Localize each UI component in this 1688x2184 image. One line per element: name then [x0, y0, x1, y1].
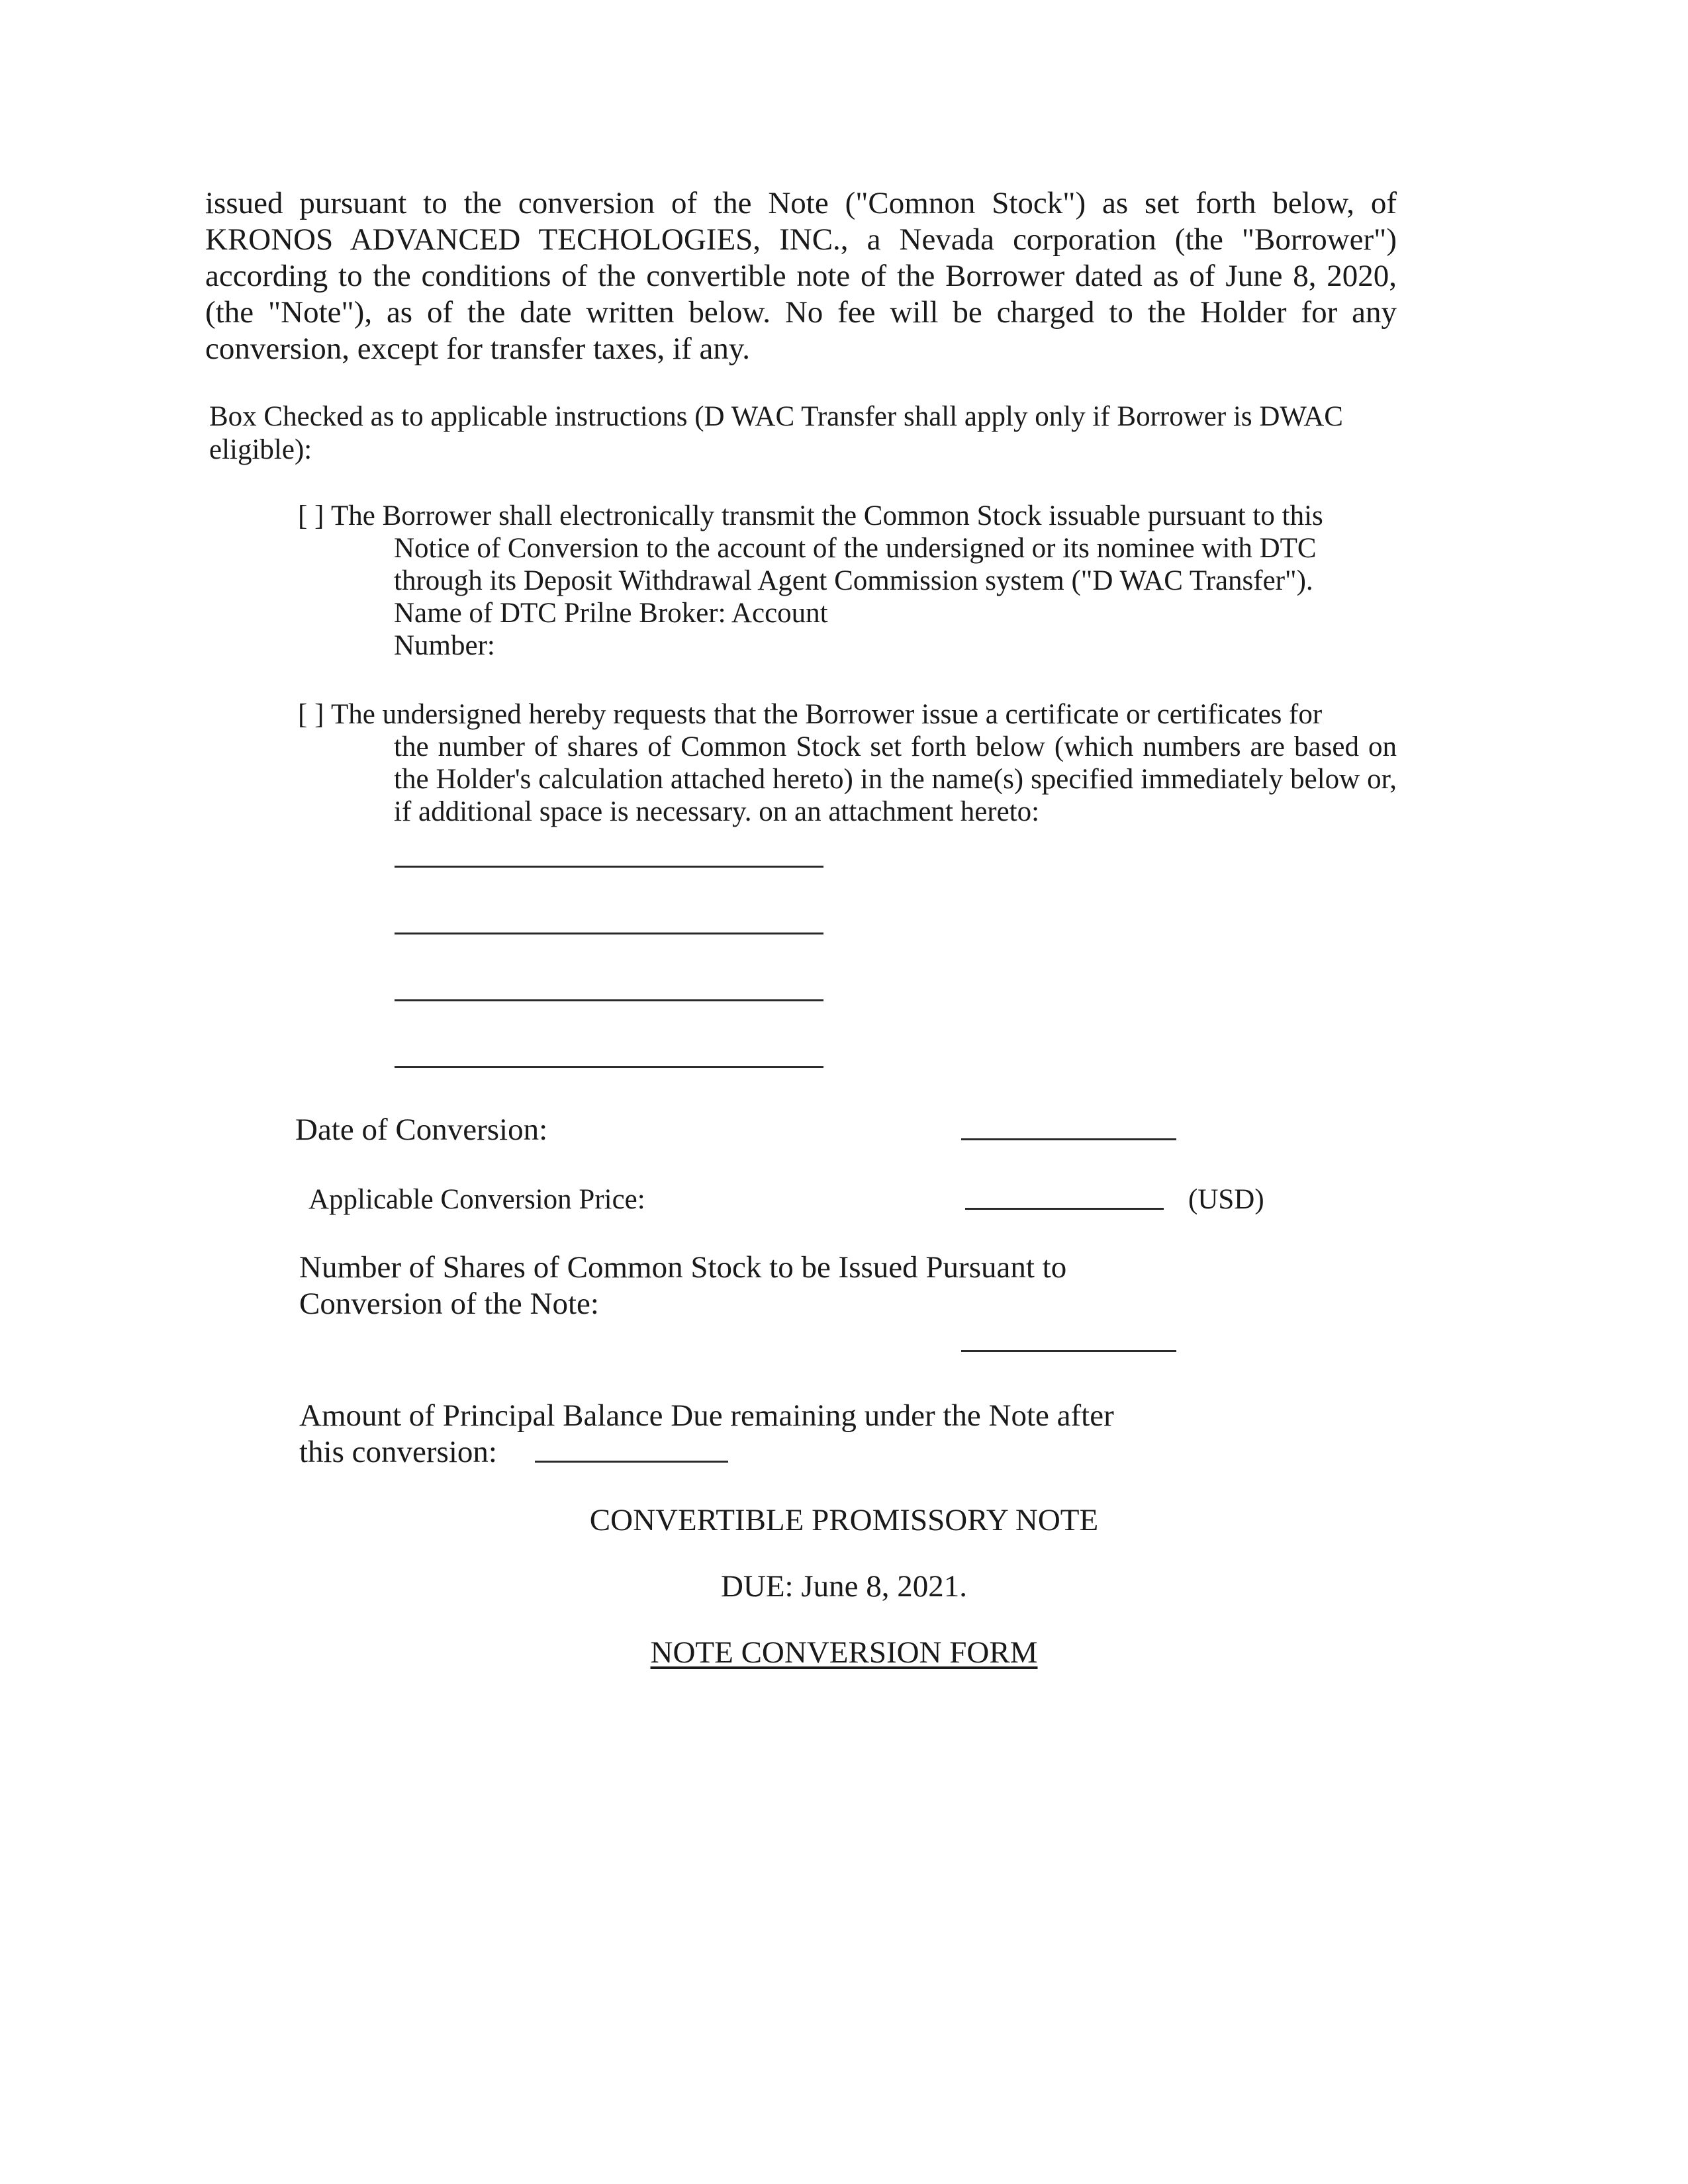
dtc-broker-label: Name of DTC Prilne Broker: Account	[394, 598, 828, 629]
currency-label: (USD)	[1188, 1184, 1264, 1215]
shares-line[interactable]	[961, 1350, 1176, 1352]
conversion-price-label: Applicable Conversion Price:	[308, 1184, 645, 1215]
date-of-conversion-label: Date of Conversion:	[295, 1113, 548, 1147]
box-instruction: Box Checked as to applicable instructions (D WAC Transfer shall apply only if Borrower is DWAC eligible):	[209, 401, 1343, 465]
account-number-label: Number:	[394, 630, 495, 661]
form-name-wrapper	[0, 1635, 1688, 1671]
shares-label-line-1: Number of Shares of Common Stock to be Issued Pursuant to	[299, 1250, 1067, 1285]
principal-balance-line[interactable]	[535, 1461, 728, 1463]
certificate-checkbox[interactable]: [ ]	[298, 699, 324, 730]
option-dwac-transfer	[298, 500, 1397, 662]
option-certificate	[298, 698, 1397, 828]
certificate-option-text: the number of shares of Common Stock set forth below (which numbers are based on the Holder's calculation attached hereto) in the name(s) specified immediately below or, if additional space is necessary. on an attachment hereto:	[394, 731, 1397, 827]
name-blank-line-3[interactable]	[395, 999, 823, 1001]
name-blank-line-4[interactable]	[395, 1066, 823, 1068]
dwac-checkbox[interactable]: [ ]	[298, 500, 324, 531]
intro-paragraph: issued pursuant to the conversion of the Note ("Comnon Stock") as set forth below, of KRONOS ADVANCED TECHOLOGIES, INC., a Nevada corporation (the "Borrower") according to the conditions of the convertible note of the Borrower dated as of June 8, 2020, (the "Note"), as of the date written below. No fee will be charged to the Holder for any conversion, except for transfer taxes, if any.	[205, 186, 1397, 366]
due-date: DUE: June 8, 2021.	[720, 1569, 968, 1604]
dwac-option-text: Notice of Conversion to the account of the undersigned or its nominee with DTC through its Deposit Withdrawal Agent Commission system ("D WAC Transfer").	[394, 533, 1317, 596]
name-blank-line-2[interactable]	[395, 933, 823, 934]
principal-label-line-2: this conversion:	[299, 1435, 497, 1469]
principal-label-line-1: Amount of Principal Balance Due remaining under the Note after	[299, 1398, 1114, 1433]
conversion-price-line[interactable]	[965, 1208, 1164, 1210]
certificate-option-first-line: The undersigned hereby requests that the Borrower issue a certificate or certificates for	[331, 699, 1323, 730]
date-of-conversion-line[interactable]	[961, 1138, 1176, 1140]
name-blank-line-1[interactable]	[395, 866, 823, 868]
dwac-option-first-line: The Borrower shall electronically transmit the Common Stock issuable pursuant to this	[331, 500, 1323, 531]
form-name: NOTE CONVERSION FORM	[650, 1635, 1038, 1670]
note-title: CONVERTIBLE PROMISSORY NOTE	[589, 1503, 1099, 1537]
shares-label-line-2: Conversion of the Note:	[299, 1287, 599, 1321]
